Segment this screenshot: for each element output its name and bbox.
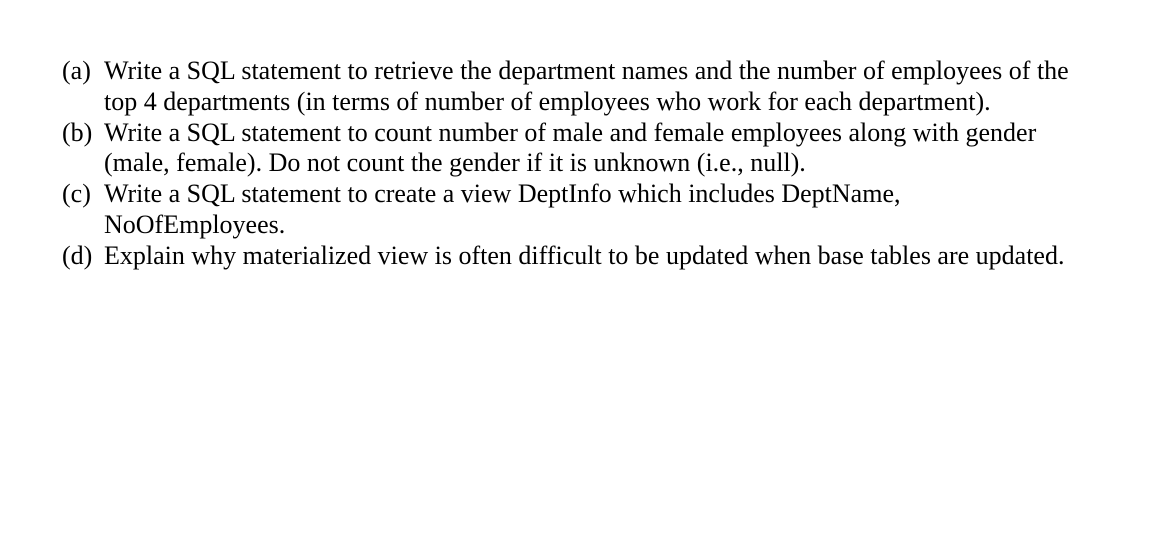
question-d — [62, 241, 1122, 272]
question-c — [62, 179, 1122, 241]
question-c-marker: (c) — [62, 179, 91, 209]
question-d-text — [104, 241, 1122, 272]
question-a — [62, 56, 1122, 118]
question-b-text — [104, 118, 1122, 180]
question-d-line-1: Explain why materialized view is often difficult to be updated when base tables are updated. — [104, 240, 1065, 270]
question-a-line-1: Write a SQL statement to retrieve the department names and the number of employees of the — [104, 56, 1069, 85]
question-list — [62, 56, 1122, 272]
question-a-line-2: top 4 departments (in terms of number of employees who work for each department). — [104, 86, 991, 116]
question-d-marker: (d) — [62, 240, 93, 270]
question-a-marker: (a) — [62, 56, 91, 85]
question-c-line-2: NoOfEmployees. — [104, 209, 286, 239]
question-c-text — [104, 179, 1122, 241]
question-b-marker: (b) — [62, 117, 93, 147]
question-b-line-2: (male, female). Do not count the gender if it is unknown (i.e., null). — [104, 148, 806, 178]
question-a-text — [104, 56, 1122, 118]
question-b-line-1: Write a SQL statement to count number of male and female employees along with gender — [104, 117, 1037, 147]
question-c-line-1: Write a SQL statement to create a view DeptInfo which includes DeptName, — [104, 179, 901, 209]
question-b — [62, 118, 1122, 180]
